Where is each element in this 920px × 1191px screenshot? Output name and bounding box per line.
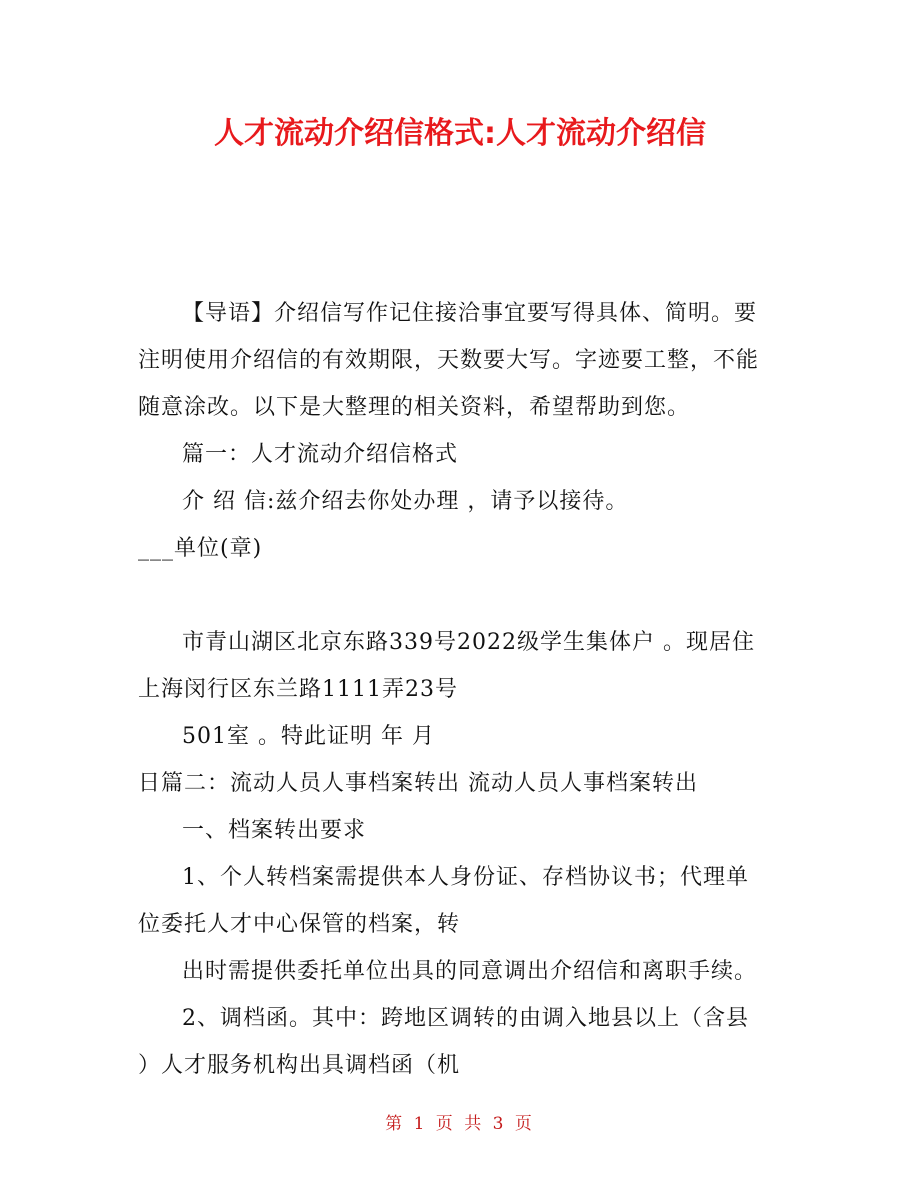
page-title: 人才流动介绍信格式:人才流动介绍信 xyxy=(214,116,706,151)
body-line-2: 注明使用介绍信的有效期限，天数要大写。字迹要工整，不能 xyxy=(138,348,760,373)
section-heading-1: 篇一：人才流动介绍信格式 xyxy=(182,442,459,467)
body-line-7: 市青山湖区北京东路339号2022级学生集体户 。现居住 xyxy=(182,630,755,655)
body-line-5: 介 绍 信:兹介绍去你处办理 ，请予以接待。 xyxy=(182,489,629,514)
page-number-footer: 第 1 页 共 3 页 xyxy=(385,1114,535,1134)
body-line-3: 随意涂改。以下是大整理的相关资料，希望帮助到您。 xyxy=(138,395,691,420)
body-line-13: 位委托人才中心保管的档案，转 xyxy=(138,912,461,937)
body-line-6: ___单位(章) xyxy=(138,536,263,561)
body-line-1: 【导语】介绍信写作记住接洽事宜要写得具体、简明。要 xyxy=(182,301,758,326)
body-line-15: 2、调档函。其中：跨地区调转的由调入地县以上（含县 xyxy=(182,1006,749,1031)
body-line-12: 1、个人转档案需提供本人身份证、存档协议书；代理单 xyxy=(182,865,749,890)
body-line-14: 出时需提供委托单位出具的同意调出介绍信和离职手续。 xyxy=(182,959,758,984)
body-line-8: 上海闵行区东兰路1111弄23号 xyxy=(138,677,458,702)
body-line-16: ）人才服务机构出具调档函（机 xyxy=(138,1053,461,1078)
body-line-9: 501室 。特此证明 年 月 xyxy=(182,724,435,749)
section-heading-2: 一、档案转出要求 xyxy=(182,818,367,843)
body-line-10: 日篇二：流动人员人事档案转出 流动人员人事档案转出 xyxy=(138,771,698,796)
